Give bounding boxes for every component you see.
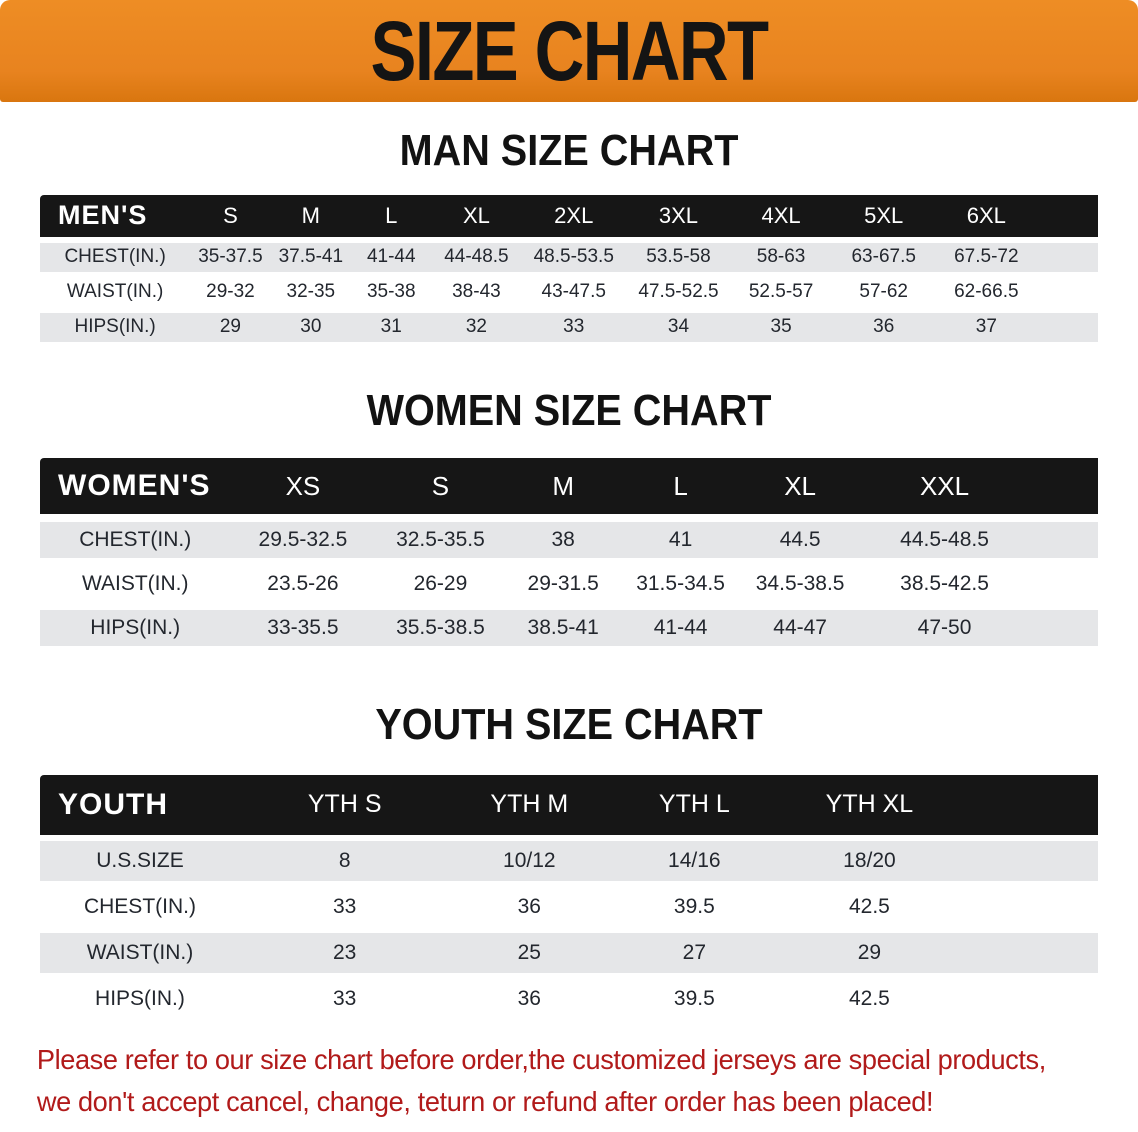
size-value: 42.5 xyxy=(780,976,960,1019)
youth-chart-heading: YOUTH SIZE CHART xyxy=(375,700,763,750)
column-header-3xl: 3XL xyxy=(626,195,731,240)
women-row-waistin xyxy=(40,562,1098,606)
women-group-label: WOMEN'S xyxy=(40,458,230,518)
column-header-xl: XL xyxy=(740,458,860,518)
size-value: 41-44 xyxy=(351,240,431,275)
disclaimer-line-1: Please refer to our size chart before order,the customized jerseys are special products, xyxy=(36,1043,1046,1075)
size-value: 47.5-52.5 xyxy=(626,275,731,310)
size-value: 35-37.5 xyxy=(190,240,270,275)
women-row-hipsin xyxy=(40,606,1098,646)
youth-row-chestin xyxy=(40,884,1098,930)
size-value: 36 xyxy=(831,310,936,342)
size-value: 38.5-41 xyxy=(506,606,621,646)
size-value: 26-29 xyxy=(375,562,505,606)
men-size-table xyxy=(40,195,1098,342)
youth-row-ussize xyxy=(40,838,1098,884)
size-value: 30 xyxy=(271,310,351,342)
row-spacer xyxy=(959,976,1098,1019)
size-value: 36 xyxy=(449,884,609,930)
row-spacer xyxy=(1037,240,1098,275)
row-label: CHEST(IN.) xyxy=(40,884,240,930)
men-chart-heading: MAN SIZE CHART xyxy=(399,126,739,175)
row-spacer xyxy=(959,930,1098,976)
size-value: 33 xyxy=(240,976,449,1019)
row-spacer xyxy=(1029,562,1098,606)
column-header-xs: XS xyxy=(230,458,375,518)
column-header-xxl: XXL xyxy=(860,458,1029,518)
size-value: 37.5-41 xyxy=(271,240,351,275)
size-value: 44-47 xyxy=(740,606,860,646)
size-value: 31.5-34.5 xyxy=(621,562,741,606)
size-value: 36 xyxy=(449,976,609,1019)
row-label: HIPS(IN.) xyxy=(40,310,190,342)
column-header-6xl: 6XL xyxy=(936,195,1037,240)
size-value: 43-47.5 xyxy=(521,275,626,310)
men-row-waistin xyxy=(40,275,1098,310)
disclaimer-text xyxy=(0,1039,1104,1123)
column-header-yth-xl: YTH XL xyxy=(780,775,960,838)
size-value: 32.5-35.5 xyxy=(375,518,505,562)
size-value: 57-62 xyxy=(831,275,936,310)
column-header-s: S xyxy=(375,458,505,518)
men-row-chestin xyxy=(40,240,1098,275)
size-value: 62-66.5 xyxy=(936,275,1037,310)
column-header-l: L xyxy=(351,195,431,240)
size-value: 29.5-32.5 xyxy=(230,518,375,562)
column-header-s: S xyxy=(190,195,270,240)
size-value: 37 xyxy=(936,310,1037,342)
size-value: 35 xyxy=(731,310,832,342)
women-size-table xyxy=(40,458,1098,646)
column-header-yth-m: YTH M xyxy=(449,775,609,838)
row-label: WAIST(IN.) xyxy=(40,930,240,976)
column-header-xl: XL xyxy=(431,195,521,240)
youth-header-row xyxy=(40,775,1098,838)
size-value: 27 xyxy=(609,930,779,976)
size-value: 34.5-38.5 xyxy=(740,562,860,606)
column-header-yth-s: YTH S xyxy=(240,775,449,838)
column-header-m: M xyxy=(506,458,621,518)
row-spacer xyxy=(1037,275,1098,310)
size-value: 58-63 xyxy=(731,240,832,275)
size-value: 35-38 xyxy=(351,275,431,310)
size-value: 38-43 xyxy=(431,275,521,310)
size-value: 41-44 xyxy=(621,606,741,646)
row-label: CHEST(IN.) xyxy=(40,240,190,275)
row-label: WAIST(IN.) xyxy=(40,275,190,310)
size-value: 23.5-26 xyxy=(230,562,375,606)
header-spacer xyxy=(1029,458,1098,518)
header-spacer xyxy=(1037,195,1098,240)
size-value: 31 xyxy=(351,310,431,342)
size-value: 29 xyxy=(780,930,960,976)
size-value: 8 xyxy=(240,838,449,884)
youth-size-table xyxy=(40,775,1098,1019)
row-label: CHEST(IN.) xyxy=(40,518,230,562)
size-value: 10/12 xyxy=(449,838,609,884)
size-value: 25 xyxy=(449,930,609,976)
row-spacer xyxy=(1037,310,1098,342)
size-value: 29-31.5 xyxy=(506,562,621,606)
size-value: 23 xyxy=(240,930,449,976)
size-value: 32 xyxy=(431,310,521,342)
column-header-2xl: 2XL xyxy=(521,195,626,240)
size-value: 38.5-42.5 xyxy=(860,562,1029,606)
size-value: 35.5-38.5 xyxy=(375,606,505,646)
size-value: 29-32 xyxy=(190,275,270,310)
size-value: 29 xyxy=(190,310,270,342)
size-value: 67.5-72 xyxy=(936,240,1037,275)
size-value: 14/16 xyxy=(609,838,779,884)
size-value: 52.5-57 xyxy=(731,275,832,310)
men-row-hipsin xyxy=(40,310,1098,342)
size-value: 41 xyxy=(621,518,741,562)
size-value: 53.5-58 xyxy=(626,240,731,275)
row-label: HIPS(IN.) xyxy=(40,976,240,1019)
size-value: 44-48.5 xyxy=(431,240,521,275)
women-row-chestin xyxy=(40,518,1098,562)
youth-row-waistin xyxy=(40,930,1098,976)
size-value: 34 xyxy=(626,310,731,342)
size-chart-sections xyxy=(0,102,1138,1019)
men-group-label: MEN'S xyxy=(40,195,190,240)
women-chart-heading: WOMEN SIZE CHART xyxy=(366,385,772,435)
column-header-l: L xyxy=(621,458,741,518)
youth-row-hipsin xyxy=(40,976,1098,1019)
row-label: HIPS(IN.) xyxy=(40,606,230,646)
youth-group-label: YOUTH xyxy=(40,775,240,838)
men-header-row xyxy=(40,195,1098,240)
size-value: 42.5 xyxy=(780,884,960,930)
size-value: 38 xyxy=(506,518,621,562)
size-value: 63-67.5 xyxy=(831,240,936,275)
column-header-m: M xyxy=(271,195,351,240)
size-value: 47-50 xyxy=(860,606,1029,646)
size-value: 44.5-48.5 xyxy=(860,518,1029,562)
size-value: 39.5 xyxy=(609,884,779,930)
size-value: 44.5 xyxy=(740,518,860,562)
row-label: WAIST(IN.) xyxy=(40,562,230,606)
banner-title: SIZE CHART xyxy=(370,4,768,98)
size-value: 39.5 xyxy=(609,976,779,1019)
size-value: 33 xyxy=(240,884,449,930)
column-header-4xl: 4XL xyxy=(731,195,832,240)
size-value: 48.5-53.5 xyxy=(521,240,626,275)
row-spacer xyxy=(959,884,1098,930)
column-header-5xl: 5XL xyxy=(831,195,936,240)
size-chart-banner xyxy=(0,0,1138,102)
size-value: 32-35 xyxy=(271,275,351,310)
row-label: U.S.SIZE xyxy=(40,838,240,884)
disclaimer-line-2: we don't accept cancel, change, teturn or refund after order has been placed! xyxy=(36,1085,934,1117)
women-header-row xyxy=(40,458,1098,518)
row-spacer xyxy=(1029,606,1098,646)
size-value: 33 xyxy=(521,310,626,342)
size-value: 18/20 xyxy=(780,838,960,884)
column-header-yth-l: YTH L xyxy=(609,775,779,838)
header-spacer xyxy=(959,775,1098,838)
row-spacer xyxy=(959,838,1098,884)
size-value: 33-35.5 xyxy=(230,606,375,646)
row-spacer xyxy=(1029,518,1098,562)
